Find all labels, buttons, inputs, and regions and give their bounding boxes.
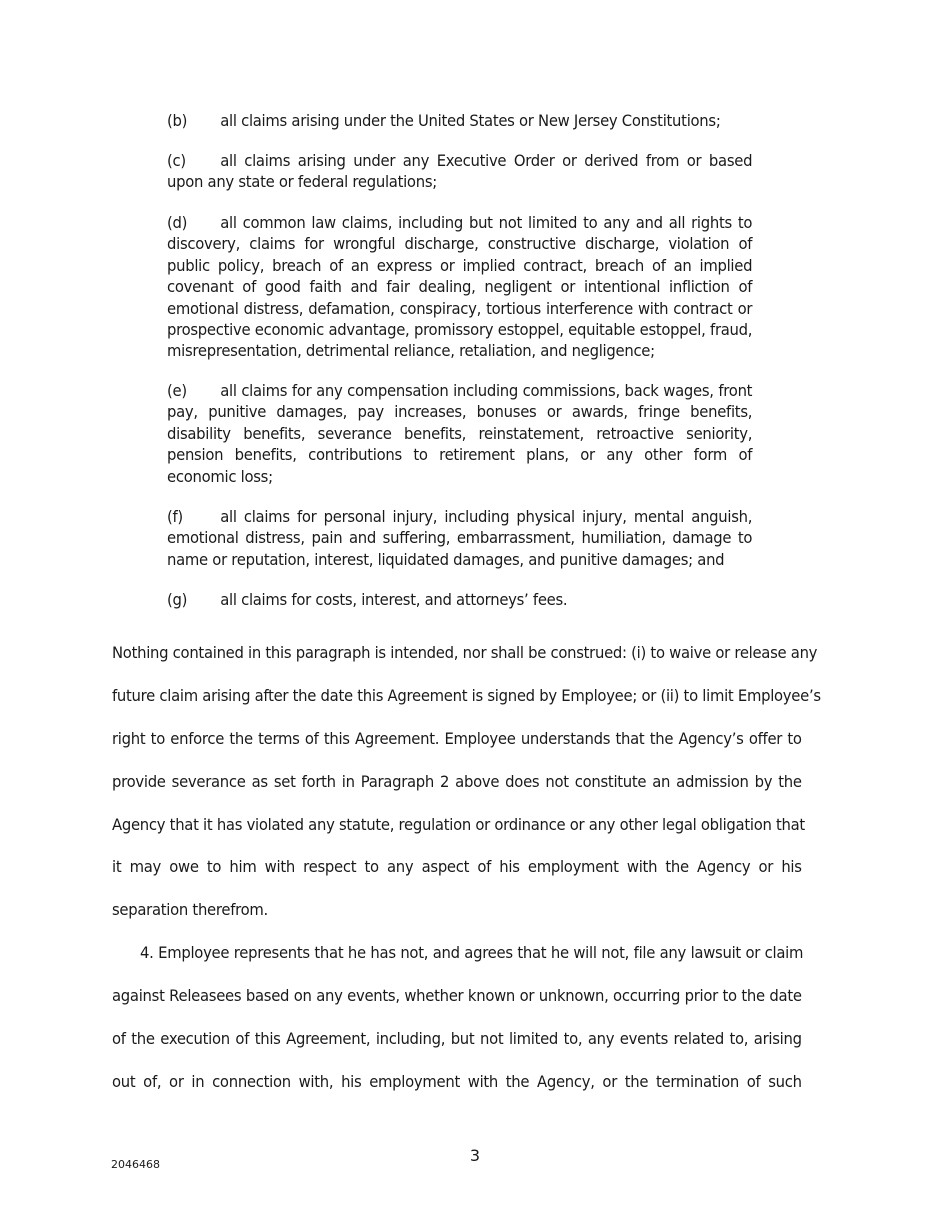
clause-text: all claims for costs, interest, and attorneys’ fees. [220,591,568,609]
clause-f [167,507,752,571]
paragraph-line: Nothing contained in this paragraph is intended, nor shall be construed: (i) to waive or release any [112,644,818,662]
clause-label: (g) [167,591,188,609]
page-number: 3 [469,1146,481,1165]
document-id: 2046468 [111,1158,160,1171]
paragraph-4-line: of the execution of this Agreement, including, but not limited to, any events related to, arising [112,1030,802,1048]
paragraph-line: separation therefrom. [112,901,268,919]
clause-label: (f) [167,508,183,526]
clause-text: all claims for personal injury, including physical injury, mental anguish, emotional distress, pain and suffering, embarrassment, humiliation, damage to name or reputation, interest, liquidated damages, and punitive damages; and [167,508,753,569]
clause-label: (b) [167,112,188,130]
clause-b [167,111,752,132]
clause-label: (e) [167,382,187,400]
clause-text: all claims for any compensation including commissions, back wages, front pay, punitive damages, pay increases, bonuses or awards, fringe benefits, disability benefits, severance benefits, reinstatement, retroactive seniority, pension benefits, contributions to retirement plans, or any other form of economic loss; [167,382,753,486]
clause-label: (d) [167,214,188,232]
clause-label: (c) [167,152,186,170]
clause-text: all claims arising under the United States or New Jersey Constitutions; [220,112,721,130]
paragraph-line: future claim arising after the date this Agreement is signed by Employee; or (ii) to limit Employee’s [112,687,821,705]
paragraph-4-line: against Releasees based on any events, whether known or unknown, occurring prior to the date [112,987,802,1005]
paragraph-line: provide severance as set forth in Paragraph 2 above does not constitute an admission by the [112,773,802,791]
paragraph-line: right to enforce the terms of this Agreement. Employee understands that the Agency’s offer to [112,730,802,748]
clause-e [167,381,752,488]
clause-c [167,151,752,194]
paragraph-line: Agency that it has violated any statute, regulation or ordinance or any other legal obligation that [112,816,805,834]
paragraph-4-line: 4. Employee represents that he has not, and agrees that he will not, file any lawsuit or claim [140,944,804,962]
clause-text: all claims arising under any Executive Order or derived from or based upon any state or federal regulations; [167,152,753,192]
clause-d [167,213,752,363]
paragraph-4-line: out of, or in connection with, his employment with the Agency, or the termination of such [112,1073,802,1091]
clause-text: all common law claims, including but not limited to any and all rights to discovery, claims for wrongful discharge, constructive discharge, violation of public policy, breach of an express or implied contract, breach of an implied covenant of good faith and fair dealing, negligent or intentional infliction of emotional distress, defamation, conspiracy, tortious interference with contract or prospective economic advantage, promissory estoppel, equitable estoppel, fraud, misrepresentation, detrimental reliance, retaliation, and negligence; [167,214,753,361]
clause-g [167,590,752,611]
paragraph-line: it may owe to him with respect to any aspect of his employment with the Agency or his [112,858,802,876]
